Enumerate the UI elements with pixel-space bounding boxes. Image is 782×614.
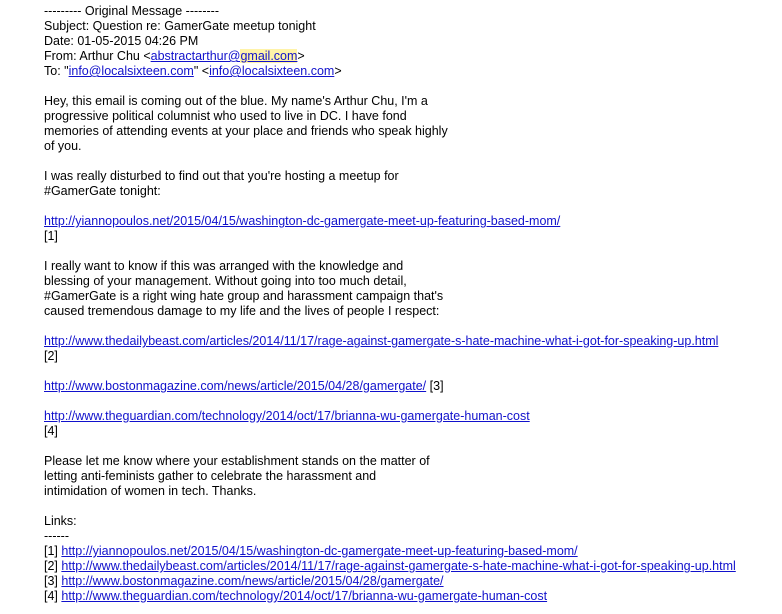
link-4-ref: [4] xyxy=(44,424,58,438)
body-line: I was really disturbed to find out that you're hosting a meetup for xyxy=(44,169,399,183)
paragraph-management xyxy=(44,259,779,319)
links-list-item xyxy=(44,589,779,604)
links-list-item xyxy=(44,574,779,589)
links-item-url[interactable]: http://yiannopoulos.net/2015/04/15/washington-dc-gamergate-meet-up-featuring-based-mom/ xyxy=(61,544,578,558)
from-email-user: abstractarthur@ xyxy=(150,49,241,63)
body-line: #GamerGate tonight: xyxy=(44,184,161,198)
spacer xyxy=(44,199,779,214)
links-item-number: [4] xyxy=(44,589,62,603)
body-line: Please let me know where your establishment stands on the matter of xyxy=(44,454,430,468)
link-2-ref: [2] xyxy=(44,349,58,363)
from-suffix: > xyxy=(297,49,305,63)
to-prefix: To: " xyxy=(44,64,69,78)
from-email-domain: gmail.com xyxy=(240,49,298,63)
body-line: Hey, this email is coming out of the blue. My name's Arthur Chu, I'm a xyxy=(44,94,428,108)
paragraph-meetup xyxy=(44,169,779,199)
links-list-item xyxy=(44,559,779,574)
spacer xyxy=(44,394,779,409)
links-separator: ------ xyxy=(44,529,69,543)
email-header xyxy=(44,4,779,79)
paragraph-closing xyxy=(44,454,779,499)
link-1-line xyxy=(44,214,779,229)
body-line: #GamerGate is a right wing hate group and harassment campaign that's xyxy=(44,289,444,303)
to-mid: " < xyxy=(193,64,210,78)
body-line: letting anti-feminists gather to celebrate the harassment and xyxy=(44,469,377,483)
date-line: Date: 01-05-2015 04:26 PM xyxy=(44,34,199,48)
links-title: Links: xyxy=(44,514,77,528)
to-email-link-1[interactable]: info@localsixteen.com xyxy=(68,64,194,78)
email-message xyxy=(44,4,779,604)
to-line xyxy=(44,64,779,79)
body-line: caused tremendous damage to my life and the lives of people I respect: xyxy=(44,304,440,318)
link-3[interactable]: http://www.bostonmagazine.com/news/article/2015/04/28/gamergate/ xyxy=(44,379,427,393)
body-line: progressive political columnist who used to live in DC. I have fond xyxy=(44,109,407,123)
link-1[interactable]: http://yiannopoulos.net/2015/04/15/washington-dc-gamergate-meet-up-featuring-based-mom/ xyxy=(44,214,561,228)
original-message-separator: --------- Original Message -------- xyxy=(44,4,219,18)
links-list-item xyxy=(44,544,779,559)
spacer xyxy=(44,364,779,379)
link-2[interactable]: http://www.thedailybeast.com/articles/2014/11/17/rage-against-gamergate-s-hate-machine-what-i-got-for-speaking-up.html xyxy=(44,334,719,348)
link-2-line xyxy=(44,334,779,349)
from-line xyxy=(44,49,779,64)
subject-line: Subject: Question re: GamerGate meetup tonight xyxy=(44,19,316,33)
body-line: blessing of your management. Without going into too much detail, xyxy=(44,274,407,288)
links-item-number: [2] xyxy=(44,559,62,573)
to-email-link-2[interactable]: info@localsixteen.com xyxy=(209,64,335,78)
from-prefix: From: Arthur Chu < xyxy=(44,49,151,63)
link-3-line xyxy=(44,379,779,394)
body-line: of you. xyxy=(44,139,82,153)
spacer xyxy=(44,319,779,334)
links-item-number: [3] xyxy=(44,574,62,588)
links-section xyxy=(44,514,779,604)
links-item-number: [1] xyxy=(44,544,62,558)
links-item-url[interactable]: http://www.theguardian.com/technology/2014/oct/17/brianna-wu-gamergate-human-cost xyxy=(61,589,548,603)
body-line: intimidation of women in tech. Thanks. xyxy=(44,484,257,498)
spacer xyxy=(44,154,779,169)
body-line: I really want to know if this was arranged with the knowledge and xyxy=(44,259,404,273)
to-suffix: > xyxy=(334,64,342,78)
paragraph-intro xyxy=(44,94,779,154)
links-item-url[interactable]: http://www.bostonmagazine.com/news/article/2015/04/28/gamergate/ xyxy=(61,574,444,588)
link-4-line xyxy=(44,409,779,424)
body-line: memories of attending events at your place and friends who speak highly xyxy=(44,124,448,138)
link-4[interactable]: http://www.theguardian.com/technology/2014/oct/17/brianna-wu-gamergate-human-cost xyxy=(44,409,530,423)
spacer xyxy=(44,244,779,259)
link-1-ref: [1] xyxy=(44,229,58,243)
spacer xyxy=(44,79,779,94)
spacer xyxy=(44,439,779,454)
link-3-ref: [3] xyxy=(426,379,444,393)
from-email-link[interactable] xyxy=(151,49,298,63)
spacer xyxy=(44,499,779,514)
links-item-url[interactable]: http://www.thedailybeast.com/articles/2014/11/17/rage-against-gamergate-s-hate-machine-what-i-got-for-speaking-up.html xyxy=(61,559,736,573)
